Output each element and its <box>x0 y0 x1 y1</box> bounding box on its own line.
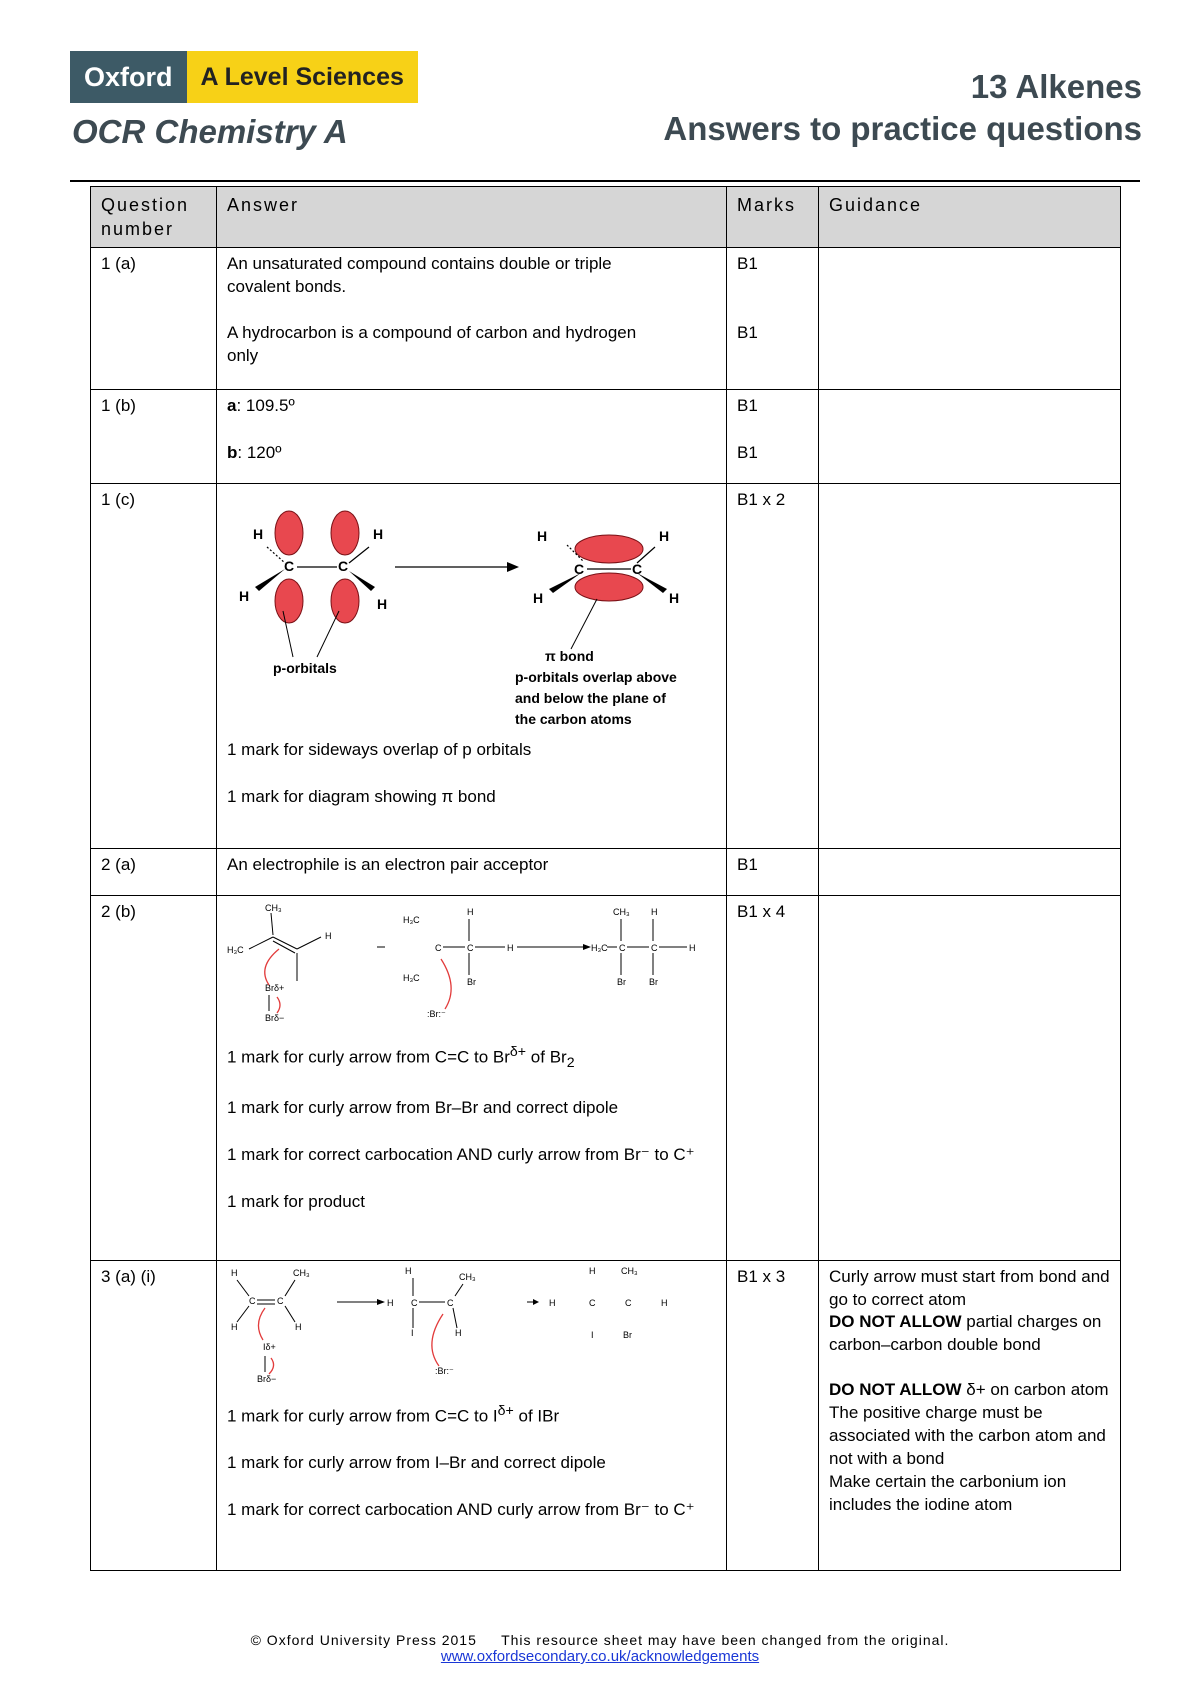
pi-bond-molecule <box>515 528 679 727</box>
atom-label: C <box>625 1297 632 1308</box>
answer-text: : 120º <box>237 442 282 462</box>
question-number: 2 (a) <box>91 848 217 895</box>
bromide-ion: :Br:⁻ <box>435 1365 454 1376</box>
atom-label: C <box>573 560 585 577</box>
atom-label: C <box>467 942 474 953</box>
atom-label: H <box>405 1265 412 1276</box>
diagram-note: the carbon atoms <box>515 710 632 727</box>
atom-label: Br <box>649 976 658 987</box>
table-row <box>91 895 1121 1260</box>
guidance-cell <box>819 848 1121 895</box>
guidance-cell <box>819 247 1121 389</box>
brand-series: A Level Sciences <box>187 51 418 103</box>
marks-cell <box>727 389 819 483</box>
atom-label: H <box>549 1297 556 1308</box>
guidance-cell <box>819 389 1121 483</box>
footer <box>0 1632 1200 1665</box>
answer-cell <box>217 483 727 848</box>
atom-label: Brδ− <box>265 1012 285 1023</box>
group-label: CH₃ <box>613 906 630 917</box>
atom-label: H <box>661 1297 668 1308</box>
atom-label: H <box>537 527 548 544</box>
answer-text: : 109.5º <box>236 395 295 415</box>
answer-text: 1 mark for diagram showing π bond <box>227 786 496 806</box>
atom-label: C <box>447 1297 454 1308</box>
atom-label: C <box>619 942 626 953</box>
answer-text: An unsaturated compound contains double or triple covalent bonds. <box>227 253 612 296</box>
atom-label: C <box>283 557 295 574</box>
p-orbitals-label: p-orbitals <box>273 659 337 676</box>
question-number: 2 (b) <box>91 895 217 1260</box>
bromide-ion: :Br:⁻ <box>427 1008 446 1019</box>
group-label: H₃C <box>403 972 420 983</box>
marks-cell: B1 x 4 <box>727 895 819 1260</box>
answer-text: 1 mark for sideways overlap of p orbitals <box>227 739 532 759</box>
answer-text: 1 mark for curly arrow from I–Br and correct dipole <box>227 1453 606 1473</box>
table-header-row <box>91 187 1121 248</box>
atom-label: H <box>467 906 474 917</box>
copyright-notice: © Oxford University Press 2015 This resource sheet may have been changed from the original. <box>250 1632 950 1648</box>
question-number: 1 (b) <box>91 389 217 483</box>
col-marks: Marks <box>727 187 819 248</box>
p-orbital-left-molecule <box>239 511 387 676</box>
mark: B1 <box>737 395 758 415</box>
subject-title: OCR Chemistry A <box>72 113 348 150</box>
answer-text: 1 mark for curly arrow from Br–Br and correct dipole <box>227 1097 619 1117</box>
marks-cell: B1 <box>727 848 819 895</box>
table-row <box>91 848 1121 895</box>
answer-cell <box>217 389 727 483</box>
atom-label: C <box>337 557 349 574</box>
chapter-title: 13 Alkenes <box>970 68 1142 105</box>
answer-text: 1 mark for correct carbocation AND curly arrow from Br⁻ to C⁺ <box>227 1500 695 1520</box>
answer-text: 1 mark for curly arrow from C=C to $I^{\delta+}$ of IBr <box>227 1402 560 1426</box>
answer-text: 1 mark for product <box>227 1191 365 1211</box>
atom-label: C <box>411 1297 418 1308</box>
atom-label: I <box>591 1329 594 1340</box>
mechanism-diagram-2b <box>227 901 717 1031</box>
answer-label: b <box>227 442 238 462</box>
atom-label: H <box>659 527 670 544</box>
table-row <box>91 247 1121 389</box>
atom-label: H <box>533 589 544 606</box>
guidance-cell <box>819 483 1121 848</box>
atom-label: H <box>507 942 514 953</box>
question-number: 3 (a) (i) <box>91 1260 217 1570</box>
atom-label: H <box>325 930 332 941</box>
pi-bond-label: π bond <box>545 647 594 664</box>
brand-logo <box>70 51 418 103</box>
atom-label: C <box>249 1295 256 1306</box>
group-label: H₃C <box>591 942 608 953</box>
answer-text: A hydrocarbon is a compound of carbon and hydrogen only <box>227 323 637 366</box>
answer-text: An electrophile is an electron pair acceptor <box>217 848 727 895</box>
atom-label: H <box>689 942 696 953</box>
marks-cell: B1 x 2 <box>727 483 819 848</box>
table-row <box>91 1260 1121 1570</box>
col-guidance: Guidance <box>819 187 1121 248</box>
table-row <box>91 389 1121 483</box>
question-number: 1 (a) <box>91 247 217 389</box>
question-number: 1 (c) <box>91 483 217 848</box>
atom-label: H <box>253 525 264 542</box>
answer-text: 1 mark for curly arrow from C=C to $Br^{\delta+}$ of $Br_2$ <box>227 1043 575 1071</box>
answers-table <box>90 186 1121 1571</box>
mark: B1 <box>737 442 758 462</box>
guidance-text: Make certain the carbonium ion includes the iodine atom <box>829 1472 1067 1515</box>
atom-label: H <box>377 595 388 612</box>
atom-label: Br <box>467 976 476 987</box>
arrow-head <box>507 562 519 572</box>
atom-label: C <box>435 942 442 953</box>
atom-label: H <box>651 906 658 917</box>
atom-label: Brδ+ <box>265 982 285 993</box>
atom-label: H <box>231 1321 238 1332</box>
atom-label: C <box>589 1297 596 1308</box>
pi-bond-diagram <box>227 489 717 729</box>
group-label: H₃C <box>403 914 420 925</box>
answer-text: 1 mark for correct carbocation AND curly arrow from Br⁻ to C⁺ <box>227 1144 695 1164</box>
answer-label: a <box>227 395 237 415</box>
group-label: CH₃ <box>459 1271 476 1282</box>
guidance-text: Curly arrow must start from bond and go to correct atom <box>829 1266 1110 1309</box>
guidance-text: DO NOT ALLOW partial charges on carbon–carbon double bond <box>829 1312 1102 1355</box>
group-label: CH₃ <box>265 902 282 913</box>
group-label: H₃C <box>227 944 244 955</box>
guidance-cell <box>819 1260 1121 1570</box>
atom-label: H <box>387 1297 394 1308</box>
diagram-note: and below the plane of <box>515 689 666 706</box>
col-question-number: Question number <box>91 187 217 248</box>
atom-label: Brδ− <box>257 1373 277 1384</box>
header-divider <box>70 180 1140 182</box>
marks-cell: B1 x 3 <box>727 1260 819 1570</box>
atom-label: C <box>651 942 658 953</box>
guidance-text: The positive charge must be associated with the carbon atom and not with a bond <box>829 1403 1106 1469</box>
atom-label: C <box>631 560 643 577</box>
mark: B1 <box>737 322 758 342</box>
atom-label: H <box>589 1265 596 1276</box>
answer-cell <box>217 1260 727 1570</box>
table-row <box>91 483 1121 848</box>
acknowledgements-link[interactable]: www.oxfordsecondary.co.uk/acknowledgements <box>440 1648 760 1665</box>
atom-label: H <box>455 1327 462 1338</box>
brand-oxford: Oxford <box>70 51 187 103</box>
atom-label: H <box>373 525 384 542</box>
atom-label: H <box>231 1267 238 1278</box>
marks-cell <box>727 247 819 389</box>
diagram-note: p-orbitals overlap above <box>515 668 677 685</box>
atom-label: C <box>277 1295 284 1306</box>
guidance-cell <box>819 895 1121 1260</box>
group-label: CH₃ <box>621 1265 638 1276</box>
atom-label: H <box>669 589 680 606</box>
answer-cell <box>217 247 727 389</box>
mechanism-diagram-3ai <box>227 1266 717 1396</box>
group-label: CH₃ <box>293 1267 310 1278</box>
atom-label: H <box>239 587 250 604</box>
guidance-text: DO NOT ALLOW δ+ on carbon atom <box>829 1380 1109 1400</box>
col-answer: Answer <box>217 187 727 248</box>
atom-label: Br <box>617 976 626 987</box>
answer-cell <box>217 895 727 1260</box>
atom-label: I <box>411 1327 414 1338</box>
page-subtitle: Answers to practice questions <box>663 110 1142 147</box>
atom-label: H <box>295 1321 302 1332</box>
mark: B1 <box>737 253 758 273</box>
atom-label: Iδ+ <box>263 1341 276 1352</box>
atom-label: Br <box>623 1329 632 1340</box>
